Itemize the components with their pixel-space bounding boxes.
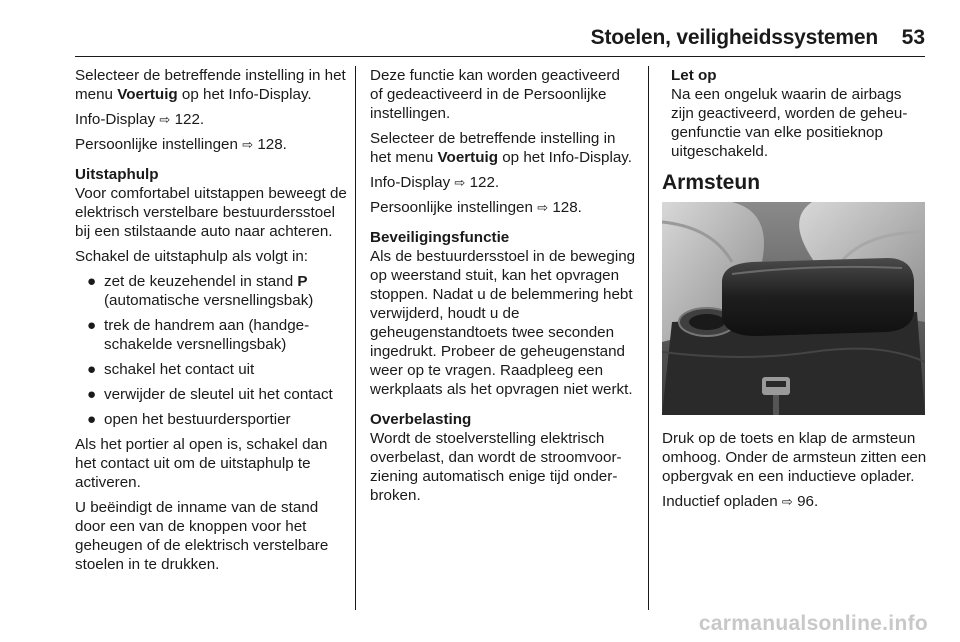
- column-3: [662, 66, 928, 517]
- note-heading: Let op: [671, 67, 717, 84]
- note-box: [662, 66, 928, 161]
- column-2: [370, 66, 636, 511]
- armrest-photo: [662, 202, 925, 415]
- menu-voertuig: Voertuig: [437, 149, 499, 166]
- paragraph-select-setting: Selecteer de betreffende instelling in het menu Voertuig op het Info-Display.: [370, 130, 632, 166]
- reference-arrow-icon: ⇨: [781, 494, 793, 509]
- paragraph-beveiligingsfunctie: Als de bestuurdersstoel in de beweging op weerstand stuit, kan het opvragen stoppen. Nadat u de belemmering hebt verwijderd, houdt u de geheugenstandtoets twee seconden ingedrukt. Probeer de geheugenstand weer op te vragen. Raadpleeg een werkplaats als het opvragen niet werkt.: [370, 248, 636, 398]
- paragraph-select-setting: Selecteer de betreffende instelling in het menu Voertuig op het Info-Display.: [75, 67, 346, 103]
- reference-arrow-icon: ⇨: [159, 112, 171, 127]
- menu-voertuig: Voertuig: [117, 86, 178, 103]
- list-item: ● verwijder de sleutel uit het contact: [87, 386, 333, 403]
- section-heading-armsteun: Armsteun: [662, 171, 761, 194]
- reference-info-display[interactable]: Info-Display ⇨ 122.: [75, 111, 205, 128]
- reference-info-display[interactable]: Info-Display ⇨ 122.: [370, 174, 500, 191]
- column-1: [75, 66, 347, 580]
- steps-list: [75, 272, 347, 429]
- header-divider: [75, 56, 925, 57]
- list-item: ● schakel het contact uit: [87, 361, 255, 378]
- bullet-icon: ●: [87, 273, 97, 290]
- page-number: 53: [901, 26, 925, 49]
- paragraph-end-recall: U beëindigt de inname van de stand door een van de knoppen voor het geheugen of de elektrisch verstelbare stoelen in te drukken.: [75, 499, 329, 573]
- paragraph-list-intro: Schakel de uitstaphulp als volgt in:: [75, 248, 309, 265]
- paragraph-activate: Deze functie kan worden geactiveerd of gedeactiveerd in de Persoonlijke instellingen.: [370, 67, 620, 122]
- bullet-icon: ●: [87, 317, 97, 334]
- section-beveiligingsfunctie: [370, 228, 636, 399]
- reference-persoonlijke-instellingen[interactable]: Persoonlijke instellingen ⇨ 128.: [75, 136, 287, 153]
- paragraph-armsteun: Druk op de toets en klap de armsteun omhoog. Onder de armsteun zitten een opbergvak en een inductieve oplader.: [662, 430, 927, 485]
- section-uitstaphulp: [75, 165, 347, 574]
- paragraph-overbelasting: Wordt de stoelverstelling elektrisch overbelast, dan wordt de stroomvoorziening automatisch enige tijd onderbroken.: [370, 430, 622, 504]
- subheading-beveiligingsfunctie: Beveiligingsfunctie: [370, 229, 510, 246]
- paragraph-door-open: Als het portier al open is, schakel dan het contact uit om de uitstaphulp te activeren.: [75, 436, 328, 491]
- column-divider-2: [648, 66, 649, 610]
- reference-arrow-icon: ⇨: [454, 175, 466, 190]
- page-header-title: Stoelen, veiligheidssystemen: [590, 26, 878, 49]
- reference-arrow-icon: ⇨: [537, 200, 549, 215]
- list-item: ● zet de keuzehendel in stand P (automatische versnellingsbak): [87, 273, 314, 309]
- column-divider-1: [355, 66, 356, 610]
- list-item: ● open het bestuurdersportier: [87, 411, 291, 428]
- reference-arrow-icon: ⇨: [242, 137, 254, 152]
- section-overbelasting: [370, 410, 636, 505]
- bullet-icon: ●: [87, 411, 97, 428]
- watermark: carmanualsonline.info: [698, 612, 928, 635]
- bullet-icon: ●: [87, 386, 97, 403]
- bullet-icon: ●: [87, 361, 97, 378]
- reference-persoonlijke-instellingen[interactable]: Persoonlijke instellingen ⇨ 128.: [370, 199, 582, 216]
- note-text: Na een ongeluk waarin de airbags zijn geactiveerd, worden de geheugenfunctie van elke positieknop uitgeschakeld.: [671, 86, 908, 160]
- reference-inductief-opladen[interactable]: Inductief opladen ⇨ 96.: [662, 493, 819, 510]
- subheading-uitstaphulp: Uitstaphulp: [75, 166, 159, 183]
- subheading-overbelasting: Overbelasting: [370, 411, 472, 428]
- list-item: ● trek de handrem aan (handgeschakelde versnellingsbak): [87, 317, 310, 353]
- paragraph-uitstaphulp: Voor comfortabel uitstappen beweegt de elektrisch verstelbare bestuurdersstoel bij een stilstaande auto naar achteren.: [75, 185, 347, 240]
